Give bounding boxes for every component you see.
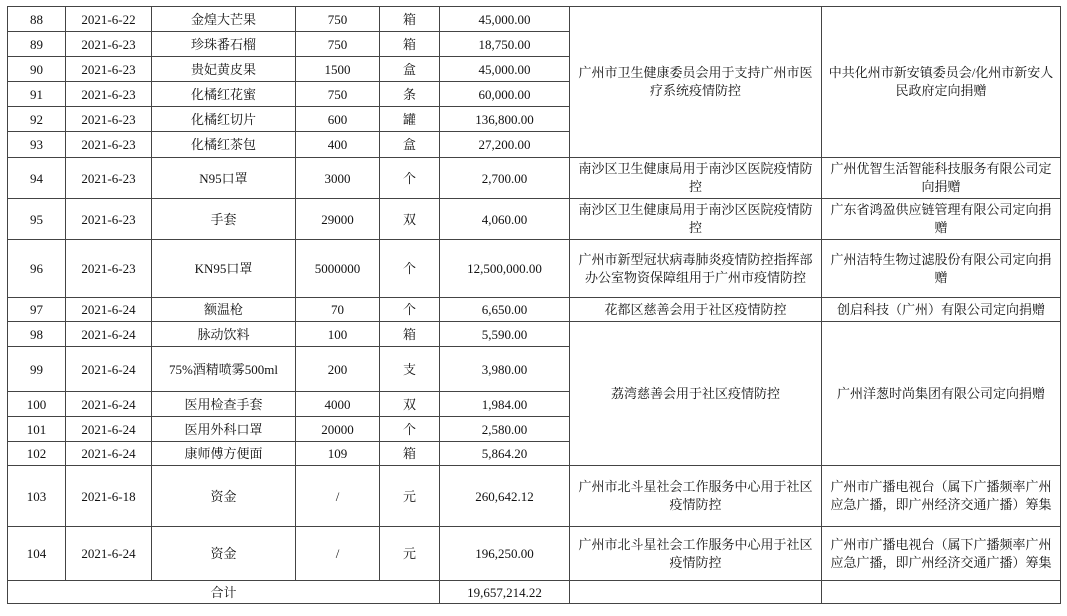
usage-purpose: 广州市北斗星社会工作服务中心用于社区疫情防控 [570, 527, 822, 581]
donor-description: 广州洁特生物过滤股份有限公司定向捐赠 [822, 240, 1061, 298]
row-quantity: 600 [296, 107, 380, 132]
donor-description: 广州市广播电视台（属下广播频率广州应急广播，即广州经济交通广播）筹集 [822, 527, 1061, 581]
row-date: 2021-6-24 [66, 442, 152, 466]
row-unit: 盒 [380, 57, 440, 82]
row-quantity: 100 [296, 322, 380, 347]
row-quantity: 400 [296, 132, 380, 158]
row-amount: 136,800.00 [440, 107, 570, 132]
row-number: 97 [8, 298, 66, 322]
usage-purpose: 荔湾慈善会用于社区疫情防控 [570, 322, 822, 466]
row-item: 脉动饮料 [152, 322, 296, 347]
row-amount: 260,642.12 [440, 466, 570, 527]
usage-purpose: 广州市新型冠状病毒肺炎疫情防控指挥部办公室物资保障组用于广州市疫情防控 [570, 240, 822, 298]
row-amount: 12,500,000.00 [440, 240, 570, 298]
row-quantity: 200 [296, 347, 380, 392]
usage-purpose: 广州市卫生健康委员会用于支持广州市医疗系统疫情防控 [570, 7, 822, 158]
row-item: 手套 [152, 199, 296, 240]
row-item: 额温枪 [152, 298, 296, 322]
row-item: 珍珠番石榴 [152, 32, 296, 57]
table-row [8, 240, 1061, 298]
donor-description: 创启科技（广州）有限公司定向捐赠 [822, 298, 1061, 322]
row-amount: 18,750.00 [440, 32, 570, 57]
row-quantity: 750 [296, 7, 380, 32]
row-amount: 2,700.00 [440, 158, 570, 199]
row-quantity: 109 [296, 442, 380, 466]
donor-description: 广州洋葱时尚集团有限公司定向捐赠 [822, 322, 1061, 466]
table-row [8, 466, 1061, 527]
table-row [8, 527, 1061, 581]
row-date: 2021-6-23 [66, 240, 152, 298]
row-quantity: 3000 [296, 158, 380, 199]
row-date: 2021-6-23 [66, 199, 152, 240]
row-item: N95口罩 [152, 158, 296, 199]
row-item: 康师傅方便面 [152, 442, 296, 466]
total-label: 合计 [8, 581, 440, 604]
row-date: 2021-6-24 [66, 347, 152, 392]
row-item: 化橘红茶包 [152, 132, 296, 158]
row-number: 102 [8, 442, 66, 466]
total-empty-donor [822, 581, 1061, 604]
table-row [8, 7, 1061, 32]
row-quantity: 70 [296, 298, 380, 322]
row-quantity: 4000 [296, 392, 380, 417]
row-unit: 箱 [380, 442, 440, 466]
row-number: 91 [8, 82, 66, 107]
row-date: 2021-6-24 [66, 392, 152, 417]
row-unit: 双 [380, 392, 440, 417]
row-unit: 箱 [380, 322, 440, 347]
row-unit: 个 [380, 158, 440, 199]
row-quantity: 1500 [296, 57, 380, 82]
row-item: 金煌大芒果 [152, 7, 296, 32]
row-date: 2021-6-23 [66, 132, 152, 158]
row-item: 资金 [152, 527, 296, 581]
row-amount: 60,000.00 [440, 82, 570, 107]
row-unit: 支 [380, 347, 440, 392]
row-unit: 条 [380, 82, 440, 107]
row-unit: 双 [380, 199, 440, 240]
row-item: 医用检查手套 [152, 392, 296, 417]
total-amount: 19,657,214.22 [440, 581, 570, 604]
table-row [8, 199, 1061, 240]
row-unit: 箱 [380, 32, 440, 57]
row-unit: 个 [380, 240, 440, 298]
donor-description: 中共化州市新安镇委员会/化州市新安人民政府定向捐赠 [822, 7, 1061, 158]
row-unit: 盒 [380, 132, 440, 158]
row-item: KN95口罩 [152, 240, 296, 298]
row-item: 化橘红切片 [152, 107, 296, 132]
row-number: 93 [8, 132, 66, 158]
row-amount: 5,590.00 [440, 322, 570, 347]
row-number: 89 [8, 32, 66, 57]
row-amount: 6,650.00 [440, 298, 570, 322]
row-item: 化橘红花蜜 [152, 82, 296, 107]
row-date: 2021-6-24 [66, 298, 152, 322]
usage-purpose: 花都区慈善会用于社区疫情防控 [570, 298, 822, 322]
row-date: 2021-6-24 [66, 527, 152, 581]
row-number: 88 [8, 7, 66, 32]
usage-purpose: 南沙区卫生健康局用于南沙区医院疫情防控 [570, 199, 822, 240]
row-number: 92 [8, 107, 66, 132]
donor-description: 广东省鸿盈供应链管理有限公司定向捐赠 [822, 199, 1061, 240]
row-item: 资金 [152, 466, 296, 527]
row-quantity: 750 [296, 32, 380, 57]
row-number: 99 [8, 347, 66, 392]
table-row [8, 158, 1061, 199]
row-number: 96 [8, 240, 66, 298]
row-amount: 4,060.00 [440, 199, 570, 240]
row-quantity: / [296, 466, 380, 527]
row-unit: 箱 [380, 7, 440, 32]
row-item: 贵妃黄皮果 [152, 57, 296, 82]
row-amount: 1,984.00 [440, 392, 570, 417]
row-quantity: 750 [296, 82, 380, 107]
row-amount: 45,000.00 [440, 57, 570, 82]
total-row [8, 581, 1061, 604]
row-unit: 元 [380, 466, 440, 527]
row-number: 94 [8, 158, 66, 199]
row-number: 95 [8, 199, 66, 240]
table-row [8, 322, 1061, 347]
donor-description: 广州市广播电视台（属下广播频率广州应急广播，即广州经济交通广播）筹集 [822, 466, 1061, 527]
row-date: 2021-6-23 [66, 107, 152, 132]
row-item: 75%酒精喷雾500ml [152, 347, 296, 392]
row-date: 2021-6-23 [66, 57, 152, 82]
row-unit: 元 [380, 527, 440, 581]
row-number: 98 [8, 322, 66, 347]
row-number: 90 [8, 57, 66, 82]
row-unit: 个 [380, 417, 440, 442]
row-quantity: / [296, 527, 380, 581]
row-amount: 45,000.00 [440, 7, 570, 32]
row-unit: 罐 [380, 107, 440, 132]
row-number: 103 [8, 466, 66, 527]
donor-description: 广州优智生活智能科技服务有限公司定向捐赠 [822, 158, 1061, 199]
usage-purpose: 广州市北斗星社会工作服务中心用于社区疫情防控 [570, 466, 822, 527]
donation-table [7, 6, 1061, 604]
row-amount: 27,200.00 [440, 132, 570, 158]
row-amount: 196,250.00 [440, 527, 570, 581]
row-date: 2021-6-22 [66, 7, 152, 32]
row-amount: 5,864.20 [440, 442, 570, 466]
usage-purpose: 南沙区卫生健康局用于南沙区医院疫情防控 [570, 158, 822, 199]
row-date: 2021-6-23 [66, 158, 152, 199]
total-empty-purpose [570, 581, 822, 604]
row-unit: 个 [380, 298, 440, 322]
row-number: 104 [8, 527, 66, 581]
row-quantity: 20000 [296, 417, 380, 442]
row-item: 医用外科口罩 [152, 417, 296, 442]
row-date: 2021-6-18 [66, 466, 152, 527]
row-number: 101 [8, 417, 66, 442]
row-quantity: 29000 [296, 199, 380, 240]
row-date: 2021-6-23 [66, 82, 152, 107]
row-date: 2021-6-24 [66, 322, 152, 347]
table-row [8, 298, 1061, 322]
row-date: 2021-6-24 [66, 417, 152, 442]
row-quantity: 5000000 [296, 240, 380, 298]
row-date: 2021-6-23 [66, 32, 152, 57]
row-amount: 2,580.00 [440, 417, 570, 442]
row-number: 100 [8, 392, 66, 417]
row-amount: 3,980.00 [440, 347, 570, 392]
